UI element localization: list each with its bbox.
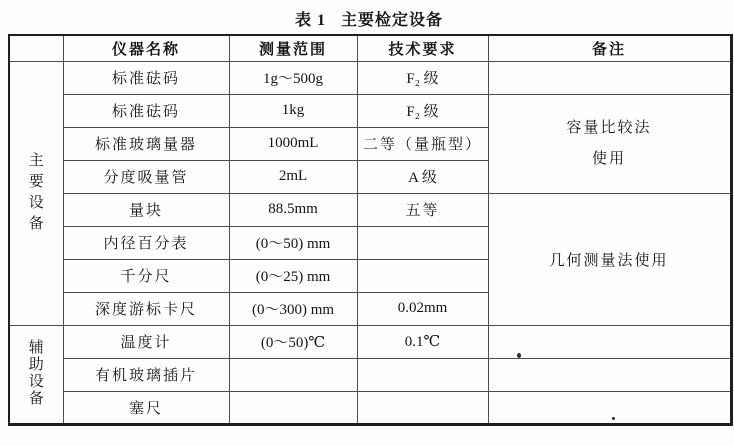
- table-row-thermometer: [9, 325, 731, 358]
- instrument-name-cell: 分度吸量管: [63, 160, 229, 193]
- table-title: 表 1 主要检定设备: [294, 12, 443, 29]
- scan-speck: [517, 353, 521, 358]
- remark-volumetric-method: [488, 94, 731, 193]
- range-cell: 1g～500g: [229, 61, 357, 94]
- range-cell: 88.5mm: [229, 193, 357, 226]
- requirement-cell: [357, 259, 488, 292]
- requirement-cell: 二等（量瓶型）: [357, 127, 488, 160]
- instrument-name-cell: 温度计: [63, 325, 229, 358]
- range-cell: 1000mL: [229, 127, 357, 160]
- header-technical-requirement: 技术要求: [357, 35, 488, 61]
- requirement-cell: F₂ 级: [357, 94, 488, 127]
- remark-cell-empty: [488, 358, 731, 391]
- requirement-cell: [357, 391, 488, 424]
- range-cell: (0～25) mm: [229, 259, 357, 292]
- instrument-name-cell: 千分尺: [63, 259, 229, 292]
- header-remark: 备注: [488, 35, 731, 61]
- remark-volumetric-line1: 容量比较法: [566, 119, 652, 136]
- requirement-cell: 0.1℃: [357, 325, 488, 358]
- auxiliary-equipment-vertical-label: 辅助设备: [28, 340, 44, 407]
- table-row-standard-weight-2: [9, 94, 731, 127]
- table-row-gauge-block: [9, 193, 731, 226]
- requirement-cell: 0.02mm: [357, 292, 488, 325]
- requirement-cell: A 级: [357, 160, 488, 193]
- table-row-acrylic-insert: [9, 358, 731, 391]
- requirement-cell: [357, 226, 488, 259]
- instrument-name-cell: 内径百分表: [63, 226, 229, 259]
- header-instrument-name: 仪器名称: [63, 35, 229, 61]
- range-cell: [229, 358, 357, 391]
- instrument-name-cell: 塞尺: [63, 391, 229, 424]
- header-row: [9, 35, 731, 61]
- table-row-standard-weight-1: [9, 61, 731, 94]
- range-cell: 2mL: [229, 160, 357, 193]
- header-measurement-range: 测量范围: [229, 35, 357, 61]
- remark-geometric-method: 几何测量法使用: [488, 193, 731, 325]
- equipment-table: [8, 34, 733, 426]
- scan-speck: [612, 417, 615, 420]
- requirement-cell: 五等: [357, 193, 488, 226]
- remark-volumetric-line2: 使用: [591, 150, 626, 167]
- range-cell: [229, 391, 357, 424]
- requirement-cell: [357, 358, 488, 391]
- range-cell: (0～300) mm: [229, 292, 357, 325]
- remark-cell-empty: [488, 325, 731, 358]
- instrument-name-cell: 标准砝码: [63, 61, 229, 94]
- remark-cell-empty: [488, 391, 731, 424]
- header-corner-cell: [9, 35, 63, 61]
- instrument-name-cell: 有机玻璃插片: [63, 358, 229, 391]
- group-label-auxiliary-equipment: [9, 325, 63, 424]
- range-cell: (0～50)℃: [229, 325, 357, 358]
- requirement-cell: F₂ 级: [357, 61, 488, 94]
- range-cell: (0～50) mm: [229, 226, 357, 259]
- group-label-main-equipment: [9, 61, 63, 325]
- instrument-name-cell: 量块: [63, 193, 229, 226]
- instrument-name-cell: 标准玻璃量器: [63, 127, 229, 160]
- instrument-name-cell: 深度游标卡尺: [63, 292, 229, 325]
- table-row-feeler-gauge: [9, 391, 731, 424]
- instrument-name-cell: 标准砝码: [63, 94, 229, 127]
- range-cell: 1kg: [229, 94, 357, 127]
- main-equipment-vertical-label: 主要设备: [28, 153, 44, 232]
- remark-cell-empty: [488, 61, 731, 94]
